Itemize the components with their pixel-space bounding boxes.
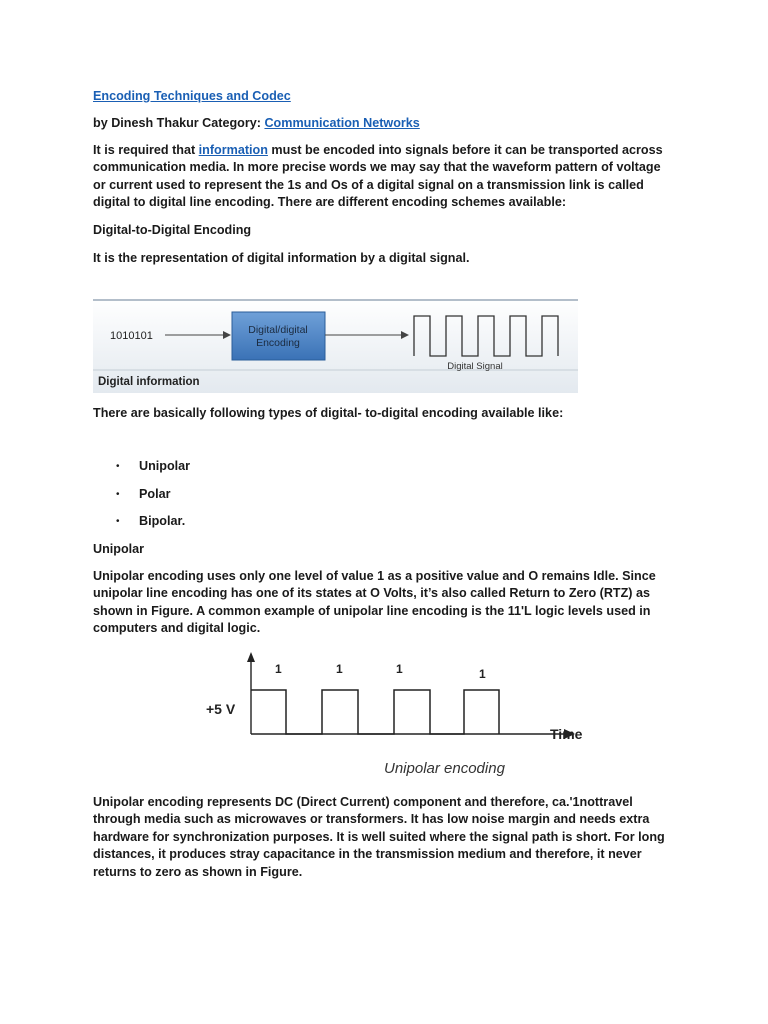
pulse-label: 1 <box>336 662 343 676</box>
voltage-label: +5 V <box>206 701 236 717</box>
figure2-caption: Unipolar encoding <box>384 760 505 777</box>
pulse-label: 1 <box>396 662 403 676</box>
encoding-box-line2: Encoding <box>256 337 300 349</box>
intro-paragraph <box>93 142 673 212</box>
unipolar-heading: Unipolar <box>93 542 145 556</box>
list-item-bipolar: Bipolar. <box>139 514 186 528</box>
digital-encoding-figure <box>93 298 578 393</box>
unipolar-paragraph: Unipolar encoding uses only one level of value 1 as a positive value and O remains Idle. Since unipolar line encoding has one of its states at O Volts, it’s also called Return to Zero (RTZ) as shown in Figure. A common example of unipolar line encoding is the 11'L logic levels used in computers and digital logic. <box>93 569 656 636</box>
unipolar-encoding-figure <box>198 650 598 780</box>
encoding-box <box>232 312 325 360</box>
digital-signal-label: Digital Signal <box>447 361 503 372</box>
document-title <box>93 88 673 105</box>
y-axis-arrow <box>247 652 255 662</box>
bullet-marker: • <box>116 461 120 472</box>
section-description: It is the representation of digital information by a digital signal. <box>93 251 470 265</box>
intro-after: must be encoded into signals before it can be transported across communication media. In more precise words we may say that the waveform pattern of voltage or current used to represent the 1s and Os of a digital signal on a transmission link is called digital to digital line encoding. There are different encoding schemes available: <box>93 143 663 210</box>
title-link[interactable]: Encoding Techniques and Codec <box>93 89 291 103</box>
pulse-label: 1 <box>479 667 486 681</box>
category-link[interactable]: Communication Networks <box>264 116 420 130</box>
unipolar-waveform <box>251 690 499 734</box>
section-heading-digital-to-digital: Digital-to-Digital Encoding <box>93 223 252 237</box>
types-intro: There are basically following types of digital- to-digital encoding available like: <box>93 406 564 420</box>
encoding-box-line1: Digital/digital <box>248 324 308 336</box>
intro-before: It is required that <box>93 143 199 157</box>
list-item-polar: Polar <box>139 487 171 501</box>
figure1-caption: Digital information <box>98 376 200 388</box>
closing-paragraph: Unipolar encoding represents DC (Direct Current) component and therefore, ca.'1nottravel through media such as microwaves or transformers. It has low noise margin and needs extra hardware for synchronization purposes. It is well suited where the signal path is short. For long distances, it produces stray capacitance in the transmission medium and therefore, it never returns to zero as shown in Figure. <box>93 795 665 879</box>
input-bits-label: 1010101 <box>110 330 153 342</box>
information-link[interactable]: information <box>198 143 268 157</box>
list-item-unipolar: Unipolar <box>139 459 191 473</box>
byline-prefix: by Dinesh Thakur Category: <box>93 116 265 130</box>
bullet-marker: • <box>116 516 120 527</box>
byline <box>93 115 673 132</box>
time-axis-label: Time <box>550 726 583 742</box>
bullet-marker: • <box>116 489 120 500</box>
pulse-label: 1 <box>275 662 282 676</box>
